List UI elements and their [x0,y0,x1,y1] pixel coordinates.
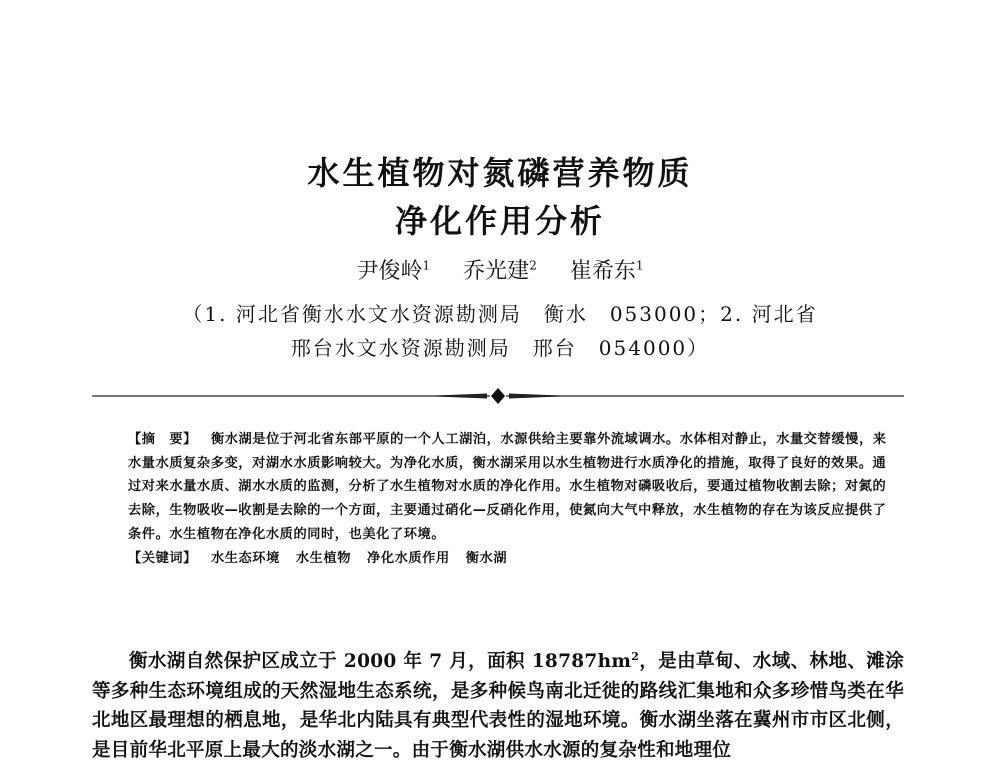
body-text-part-1: 衡水湖自然保护区成立于 2000 年 7 月，面积 18787hm [129,651,632,673]
keyword: 净化水质作用 [367,550,450,566]
affiliation-line-2: 邢台水文水资源勘测局 邢台 054000） [290,336,710,360]
body-text [92,642,904,765]
body-text-part-2: ，是由草甸、水域、林地、滩涂等多种生态环境组成的天然湿地生态系统，是多种候鸟南北迁徙的路线汇集地和众多珍惜鸟类在华北地区最理想的栖息地，是华北内陆具有典型代表性的湿地环境。衡水湖坐落在冀州市市区北侧，是目前华北平原上最大的淡水湖之一。由于衡水湖供水水源的复杂性和地理位 [92,651,904,761]
keyword: 衡水湖 [465,550,508,566]
author [357,259,431,284]
paper-title-line-2: 净化作用分析 [394,202,605,240]
author-name: 乔光建 [463,259,530,284]
paper-title-line-1: 水生植物对氮磷营养物质 [307,154,693,192]
keywords [128,547,888,571]
superscript: 2 [631,650,640,663]
ornamental-divider [92,384,904,408]
keyword: 水生态环境 [210,550,280,566]
abstract [128,428,888,570]
author-name: 尹俊岭 [356,259,423,284]
body-paragraph [92,642,904,765]
abstract-text: 衡水湖是位于河北省东部平原的一个人工湖泊，水源供给主要靠外流域调水。水体相对静止，水量交替缓慢，来水量水质复杂多变，对湖水水质影响较大。为净化水质，衡水湖采用以水生植物进行水质净化的措施，取得了良好的效果。通过对来水量水质、湖水水质的监测，分析了水生植物对水质的净化作用。水生植物对磷吸收后，要通过植物收割去除；对氮的去除，生物吸收—收割是去除的一个方面，主要通过硝化—反硝化作用，使氮向大气中释放，水生植物的存在为该反应提供了条件。水生植物在净化水质的同时，也美化了环境。 [128,432,887,542]
keywords-label: 【关键词】 [128,550,197,566]
abstract-label: 【摘 要】 [128,432,197,447]
author [570,259,644,284]
affiliation-line-1: （1. 河北省衡水水文水资源勘测局 衡水 053000；2. 河北省 [182,302,818,326]
author-name: 崔希东 [569,259,636,284]
author-list [0,254,1000,285]
keyword: 水生植物 [295,550,352,566]
author-affiliation-mark: 1 [635,258,644,273]
author-affiliation-mark: 2 [529,258,537,273]
author-affiliation-mark: 1 [422,258,431,273]
author [463,259,537,284]
